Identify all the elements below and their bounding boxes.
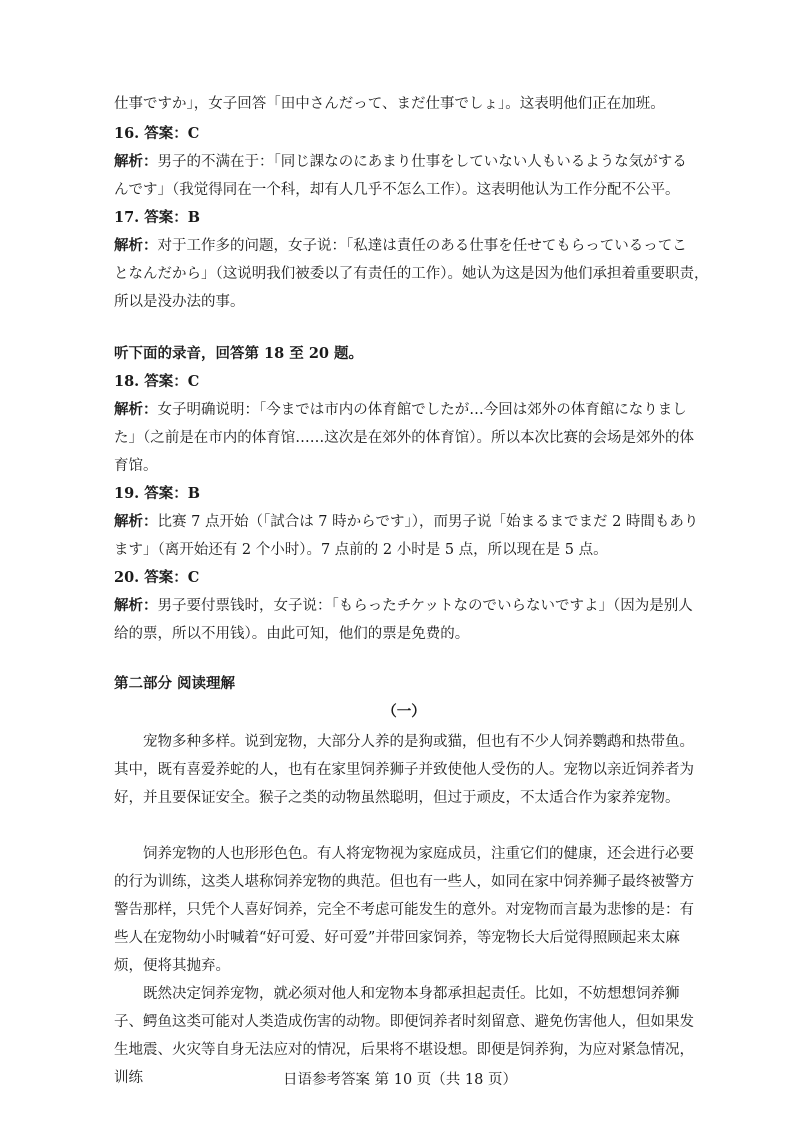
text-line: 仕事ですか」，女子回答「田中さんだって、まだ仕事でしょ」。这表明他们正在加班。 bbox=[114, 96, 665, 112]
q18-analysis-line: た」（之前是在市内的体育馆……这次是在郊外的体育馆）。所以本次比赛的会场是郊外的体 bbox=[114, 430, 694, 446]
answer-label: 18. 答案： bbox=[114, 373, 188, 390]
passage-paragraph: 宠物多种多样。说到宠物，大部分人养的是狗或猫，但也有不少人饲养鹦鹉和热带鱼。其中，既有喜爱养蛇的人，也有在家里饲养狮子并致使他人受伤的人。宠物以亲近饲养者为好，并且要保证安全。猴子之类的动物虽然聪明，但过于顽皮，不太适合作为家养宠物。 bbox=[114, 734, 694, 806]
q20-analysis-line: 给的票，所以不用钱）。由此可知，他们的票是免费的。 bbox=[114, 626, 470, 642]
part-title: 第二部分 阅读理解 bbox=[114, 675, 236, 692]
q16-analysis-line bbox=[114, 152, 694, 172]
answer-label: 20. 答案： bbox=[114, 569, 188, 586]
answer-label: 17. 答案： bbox=[114, 209, 188, 226]
analysis-label: 解析： bbox=[114, 513, 158, 530]
answer-label: 16. 答案： bbox=[114, 125, 188, 142]
analysis-label: 解析： bbox=[114, 153, 158, 170]
answer-value: C bbox=[187, 373, 200, 390]
section-heading: 听下面的录音，回答第 18 至 20 题。 bbox=[114, 345, 364, 362]
answer-value: C bbox=[187, 125, 200, 142]
q18-answer bbox=[114, 372, 694, 392]
passage-paragraph: 饲养宠物的人也形形色色。有人将宠物视为家庭成员，注重它们的健康，还会进行必要的行为训练，这类人堪称饲养宠物的典范。但也有一些人，如同在家中饲养狮子最终被警方警告那样，只凭个人喜好饲养，完全不考虑可能发生的意外。对宠物而言最为悲惨的是：有些人在宠物幼小时喊着“好可爱、好可爱”并带回家饲养，等宠物长大后觉得照顾起来太麻烦，便将其抛弃。 bbox=[114, 846, 694, 974]
q16-analysis-line: んです」（我觉得同在一个科，却有人几乎不怎么工作）。这表明他认为工作分配不公平。 bbox=[114, 182, 680, 198]
q19-answer bbox=[114, 484, 694, 504]
q17-analysis-line: となんだから」（这说明我们被委以了有责任的工作）。她认为这是因为他们承担着重要职责， bbox=[114, 266, 709, 282]
analysis-text: 女子明确说明：「今までは市内の体育館でしたが…今回は郊外の体育館になりまし bbox=[157, 402, 687, 418]
analysis-label: 解析： bbox=[114, 597, 158, 614]
analysis-text: 对于工作多的问题，女子说：「私達は責任のある仕事を任せてもらっているってこ bbox=[157, 238, 687, 254]
analysis-label: 解析： bbox=[114, 401, 158, 418]
q17-analysis-line: 所以是没办法的事。 bbox=[114, 294, 245, 310]
q18-analysis-line bbox=[114, 400, 694, 420]
q17-answer bbox=[114, 208, 694, 228]
analysis-label: 解析： bbox=[114, 237, 158, 254]
analysis-text: 比赛 7 点开始（「試合は 7 時からです」），而男子说「始まるまでまだ 2 時間もあり bbox=[157, 514, 699, 530]
answer-value: C bbox=[187, 569, 200, 586]
q19-analysis-line: ます」（离开始还有 2 个小时）。7 点前的 2 小时是 5 点，所以现在是 5 点。 bbox=[114, 542, 608, 558]
q20-analysis-line bbox=[114, 596, 694, 616]
passage-paragraph: 既然决定饲养宠物，就必须对他人和宠物本身都承担起责任。比如，不妨想想饲养狮子、鳄鱼这类可能对人类造成伤害的动物。即便饲养者时刻留意、避免伤害他人，但如果发生地震、火灾等自身无法应对的情况，后果将不堪设想。即便是饲养狗，为应对紧急情况，训练 bbox=[114, 986, 694, 1086]
answer-value: B bbox=[187, 485, 201, 502]
q16-answer bbox=[114, 124, 694, 144]
analysis-text: 男子要付票钱时，女子说：「もらったチケットなのでいらないですよ」（因为是别人 bbox=[157, 598, 693, 614]
answer-value: B bbox=[187, 209, 201, 226]
analysis-text: 男子的不满在于：「同じ課なのにあまり仕事をしていない人もいるような気がする bbox=[157, 154, 687, 170]
page-footer: 日语参考答案 第 10 页（共 18 页） bbox=[283, 1072, 517, 1088]
q18-analysis-line: 育馆。 bbox=[114, 458, 158, 474]
answer-label: 19. 答案： bbox=[114, 485, 188, 502]
passage-number: （一） bbox=[382, 703, 426, 720]
q17-analysis-line bbox=[114, 236, 694, 256]
q19-analysis-line bbox=[114, 512, 699, 532]
q20-answer bbox=[114, 568, 694, 588]
